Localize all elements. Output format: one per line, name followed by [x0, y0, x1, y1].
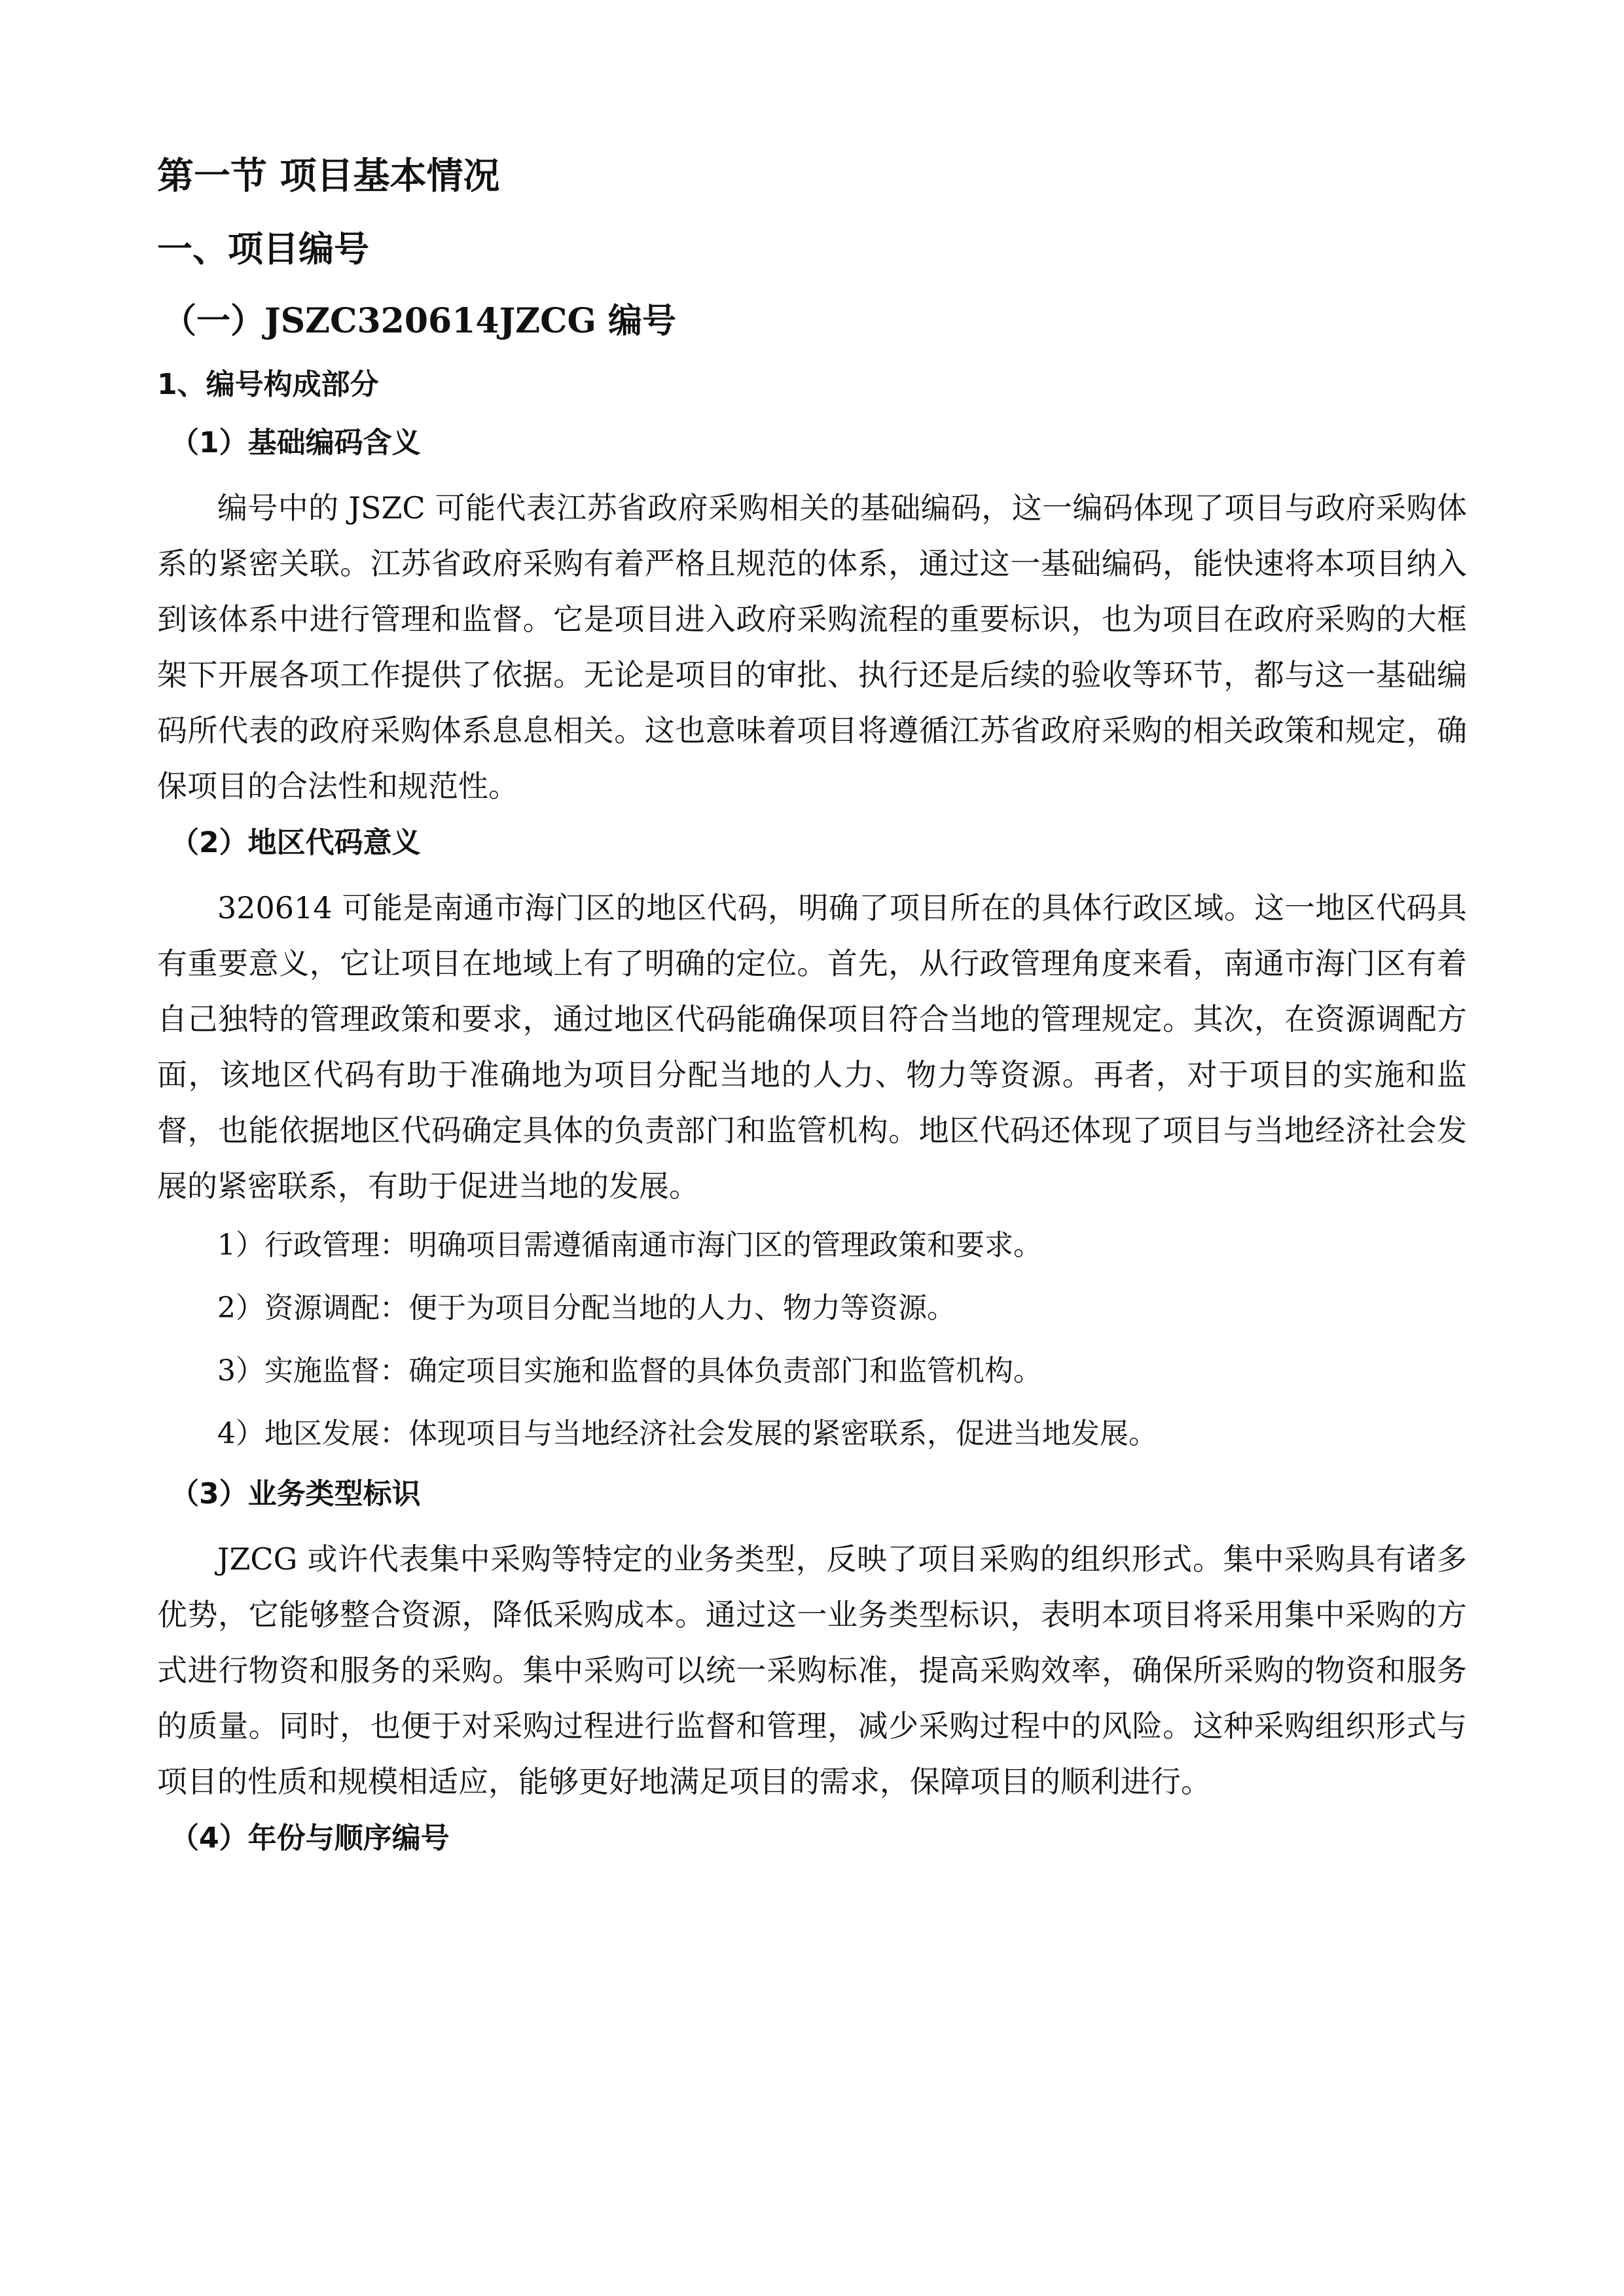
subheading-year-sequence: （4）年份与顺序编号: [170, 1821, 450, 1855]
paragraph-region-code: 320614 可能是南通市海门区的地区代码，明确了项目所在的具体行政区域。这一地区代码具有重要意义，它让项目在地域上有了明确的定位。首先，从行政管理角度来看，南通市海门区有着自己独特的管理政策和要求，通过地区代码能确保项目符合当地的管理规定。其次，在资源调配方面，该地区代码有助于准确地为项目分配当地的人力、物力等资源。再者，对于项目的实施和监督，也能依据地区代码确定具体的负责部门和监管机构。地区代码还体现了项目与当地经济社会发展的紧密联系，有助于促进当地的发展。: [157, 889, 1467, 1204]
section-title: 第一节 项目基本情况: [157, 155, 500, 198]
list-item: 2）资源调配：便于为项目分配当地的人力、物力等资源。: [217, 1291, 956, 1325]
subheading-business-type: （3）业务类型标识: [170, 1477, 421, 1511]
heading-number-code: （一）JSZC320614JZCG 编号: [162, 300, 677, 341]
subheading-region-code: （2）地区代码意义: [170, 825, 421, 859]
heading-number-components: 1、编号构成部分: [157, 368, 379, 402]
list-item: 3）实施监督：确定项目实施和监督的具体负责部门和监管机构。: [217, 1354, 1042, 1388]
list-item: 1）行政管理：明确项目需遵循南通市海门区的管理政策和要求。: [217, 1228, 1042, 1262]
heading-project-number: 一、项目编号: [157, 228, 369, 270]
subheading-base-code: （1）基础编码含义: [170, 426, 421, 460]
paragraph-business-type: JZCG 或许代表集中采购等特定的业务类型，反映了项目采购的组织形式。集中采购具有诸多优势，它能够整合资源，降低采购成本。通过这一业务类型标识，表明本项目将采用集中采购的方式进行物资和服务的采购。集中采购可以统一采购标准，提高采购效率，确保所采购的物资和服务的质量。同时，也便于对采购过程进行监督和管理，减少采购过程中的风险。这种采购组织形式与项目的性质和规模相适应，能够更好地满足项目的需求，保障项目的顺利进行。: [157, 1541, 1467, 1799]
paragraph-base-code: 编号中的 JSZC 可能代表江苏省政府采购相关的基础编码，这一编码体现了项目与政府采购体系的紧密关联。江苏省政府采购有着严格且规范的体系，通过这一基础编码，能快速将本项目纳入到该体系中进行管理和监督。它是项目进入政府采购流程的重要标识，也为项目在政府采购的大框架下开展各项工作提供了依据。无论是项目的审批、执行还是后续的验收等环节，都与这一基础编码所代表的政府采购体系息息相关。这也意味着项目将遵循江苏省政府采购的相关政策和规定，确保项目的合法性和规范性。: [157, 490, 1467, 804]
list-item: 4）地区发展：体现项目与当地经济社会发展的紧密联系，促进当地发展。: [217, 1416, 1157, 1450]
